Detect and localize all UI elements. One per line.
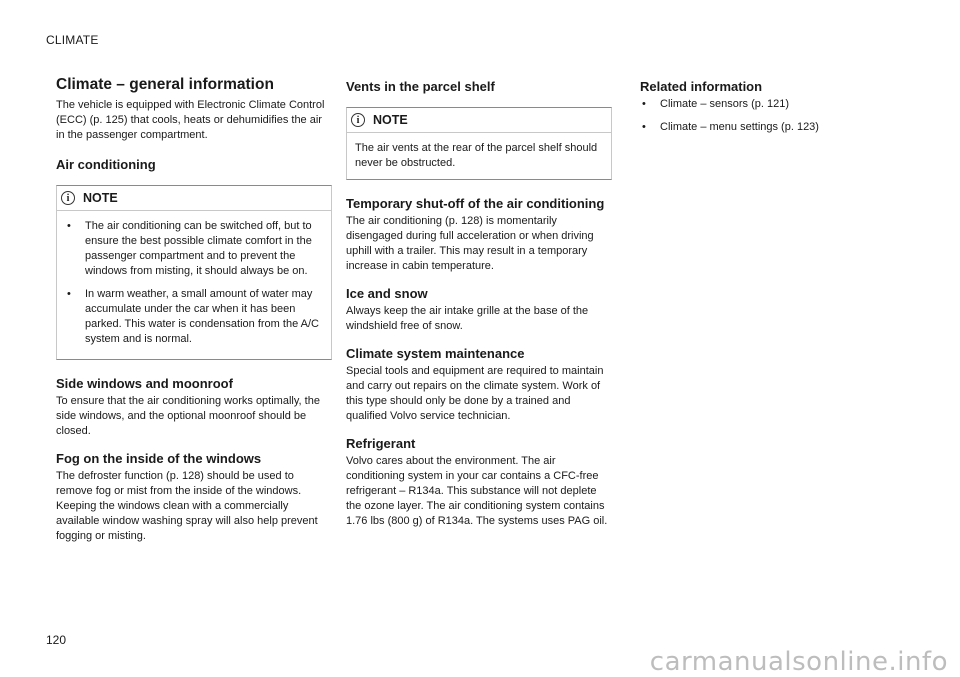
- refrigerant-text: Volvo cares about the environment. The air conditioning system in your car contains a CFC-free refrigerant – R134a. This substance will not deplete the ozone layer. The air conditioning system contains 1.76 lbs (800 g) of R134a. The systems uses PAG oil.: [346, 455, 608, 527]
- note-box-ac: [56, 185, 332, 360]
- list-item: • In warm weather, a small amount of water may accumulate under the car when it has been parked. This water is condensation from the A/C system and is normal.: [65, 287, 323, 347]
- note-list: [65, 219, 323, 347]
- column-3: [640, 76, 920, 143]
- related-heading: Related information: [640, 79, 763, 94]
- page-number: 120: [46, 633, 67, 647]
- fog-heading: Fog on the inside of the windows: [56, 451, 262, 466]
- note-label: NOTE: [83, 191, 118, 205]
- side-windows-heading: Side windows and moonroof: [56, 376, 233, 391]
- ice-heading: Ice and snow: [346, 286, 428, 301]
- ice-text: Always keep the air intake grille at the base of the windshield free of snow.: [346, 305, 589, 332]
- list-item: • The air conditioning can be switched off, but to ensure the best possible climate comfort in the passenger compartment and to prevent the windows from misting, it should always be on.: [65, 219, 323, 279]
- related-link[interactable]: • Climate – sensors (p. 121): [640, 97, 920, 112]
- ac-heading: Air conditioning: [56, 157, 156, 172]
- refrigerant-heading: Refrigerant: [346, 436, 416, 451]
- note-header: [347, 108, 611, 133]
- note-label: NOTE: [373, 113, 408, 127]
- section-title: Climate – general information: [56, 76, 274, 93]
- vents-heading: Vents in the parcel shelf: [346, 79, 495, 94]
- maintenance-heading: Climate system maintenance: [346, 346, 525, 361]
- column-2: [346, 76, 612, 529]
- info-icon: i: [351, 113, 365, 127]
- note-box-vents: [346, 107, 612, 180]
- intro-paragraph: The vehicle is equipped with Electronic Climate Control (ECC) (p. 125) that cools, heats or dehumidifies the air in the passenger compartment.: [56, 99, 325, 141]
- watermark: carmanualsonline.info: [649, 647, 948, 677]
- temp-shutoff-heading: Temporary shut-off of the air conditioning: [346, 196, 605, 211]
- related-list: [640, 97, 920, 135]
- info-icon: i: [61, 191, 75, 205]
- maintenance-text: Special tools and equipment are required to maintain and carry out repairs on the climate system. Work of this type should only be done by a trained and qualified Volvo service technician.: [346, 365, 604, 422]
- related-link[interactable]: • Climate – menu settings (p. 123): [640, 120, 920, 135]
- note-header: [57, 186, 331, 211]
- running-header: CLIMATE: [46, 33, 99, 47]
- column-1: [56, 76, 332, 544]
- side-windows-text: To ensure that the air conditioning works optimally, the side windows, and the optional moonroof should be closed.: [56, 395, 320, 437]
- fog-text: The defroster function (p. 128) should be used to remove fog or mist from the inside of the windows. Keeping the windows clean with a commercially available window washing spray will also help prevent fogging or misting.: [56, 470, 318, 542]
- note-text: The air vents at the rear of the parcel shelf should never be obstructed.: [355, 142, 598, 169]
- temp-shutoff-text: The air conditioning (p. 128) is momentarily disengaged during full acceleration or when driving uphill with a trailer. This may result in a temporary increase in cabin temperature.: [346, 215, 594, 272]
